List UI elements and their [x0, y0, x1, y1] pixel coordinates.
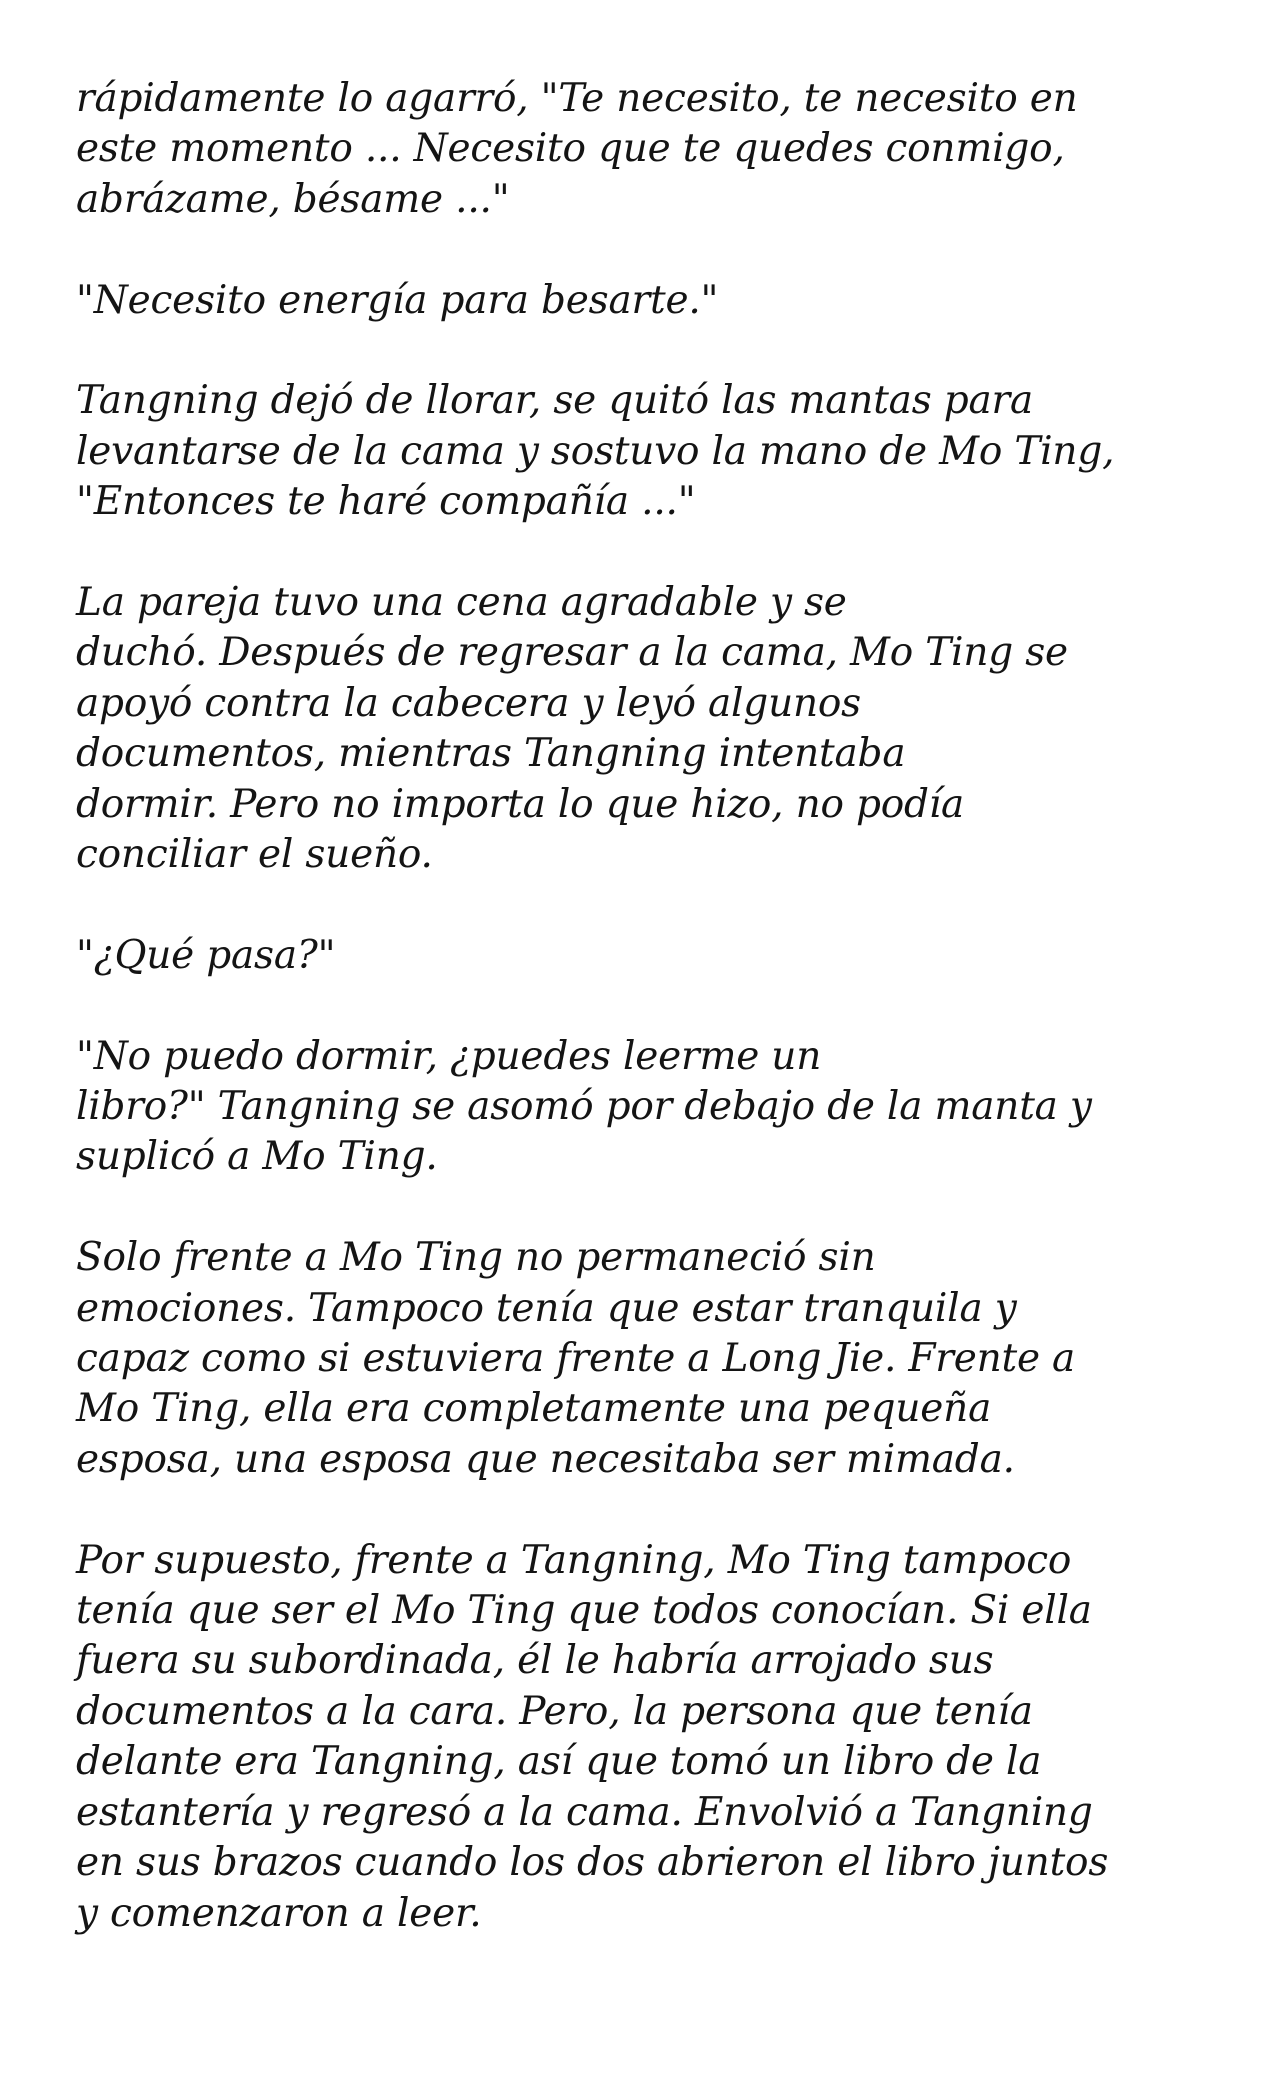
paragraph-3 [76, 376, 1226, 527]
text-line: en sus brazos cuando los dos abrieron el libro juntos [76, 1840, 1109, 1886]
text-line: "No puedo dormir, ¿puedes leerme un [76, 1033, 822, 1079]
paragraph-4 [76, 578, 1226, 880]
text-line: apoyó contra la cabecera y leyó algunos [76, 680, 861, 726]
text-line: libro?" Tangning se asomó por debajo de la manta y [76, 1084, 1092, 1130]
document-page [76, 74, 1226, 1989]
text-line: delante era Tangning, así que tomó un libro de la [76, 1739, 1042, 1785]
paragraph-1 [76, 74, 1226, 225]
text-line: documentos, mientras Tangning intentaba [76, 731, 906, 777]
text-line: Tangning dejó de llorar, se quitó las mantas para [76, 378, 1034, 424]
text-line: "Entonces te haré compañía ..." [76, 479, 696, 525]
paragraph-5 [76, 931, 1226, 981]
paragraph-7 [76, 1233, 1226, 1485]
text-line: fuera su subordinada, él le habría arrojado sus [76, 1638, 994, 1684]
text-line: este momento ... Necesito que te quedes conmigo, [76, 126, 1065, 172]
text-line: Por supuesto, frente a Tangning, Mo Ting tampoco [76, 1537, 1072, 1583]
text-line: "¿Qué pasa?" [76, 932, 336, 978]
text-line: Solo frente a Mo Ting no permaneció sin [76, 1235, 876, 1281]
text-line: esposa, una esposa que necesitaba ser mimada. [76, 1436, 1015, 1482]
text-line: documentos a la cara. Pero, la persona que tenía [76, 1688, 1033, 1734]
text-line: suplicó a Mo Ting. [76, 1134, 438, 1180]
text-line: levantarse de la cama y sostuvo la mano de Mo Ting, [76, 428, 1115, 474]
text-line: duchó. Después de regresar a la cama, Mo Ting se [76, 630, 1068, 676]
text-line: abrázame, bésame ..." [76, 176, 510, 222]
text-line: conciliar el sueño. [76, 832, 433, 878]
text-line: Mo Ting, ella era completamente una pequeña [76, 1386, 992, 1432]
text-line: rápidamente lo agarró, "Te necesito, te necesito en [76, 76, 1078, 121]
paragraph-6 [76, 1032, 1226, 1183]
paragraph-2 [76, 276, 1226, 326]
text-line: "Necesito energía para besarte." [76, 277, 719, 323]
text-line: capaz como si estuviera frente a Long Jie. Frente a [76, 1336, 1076, 1382]
text-line: y comenzaron a leer. [76, 1890, 482, 1936]
paragraph-8 [76, 1536, 1226, 1939]
text-line: dormir. Pero no importa lo que hizo, no podía [76, 781, 965, 827]
text-line: emociones. Tampoco tenía que estar tranquila y [76, 1285, 1017, 1331]
text-line: tenía que ser el Mo Ting que todos conocían. Si ella [76, 1588, 1092, 1634]
text-line: La pareja tuvo una cena agradable y se [76, 580, 847, 626]
text-line: estantería y regresó a la cama. Envolvió a Tangning [76, 1789, 1093, 1835]
